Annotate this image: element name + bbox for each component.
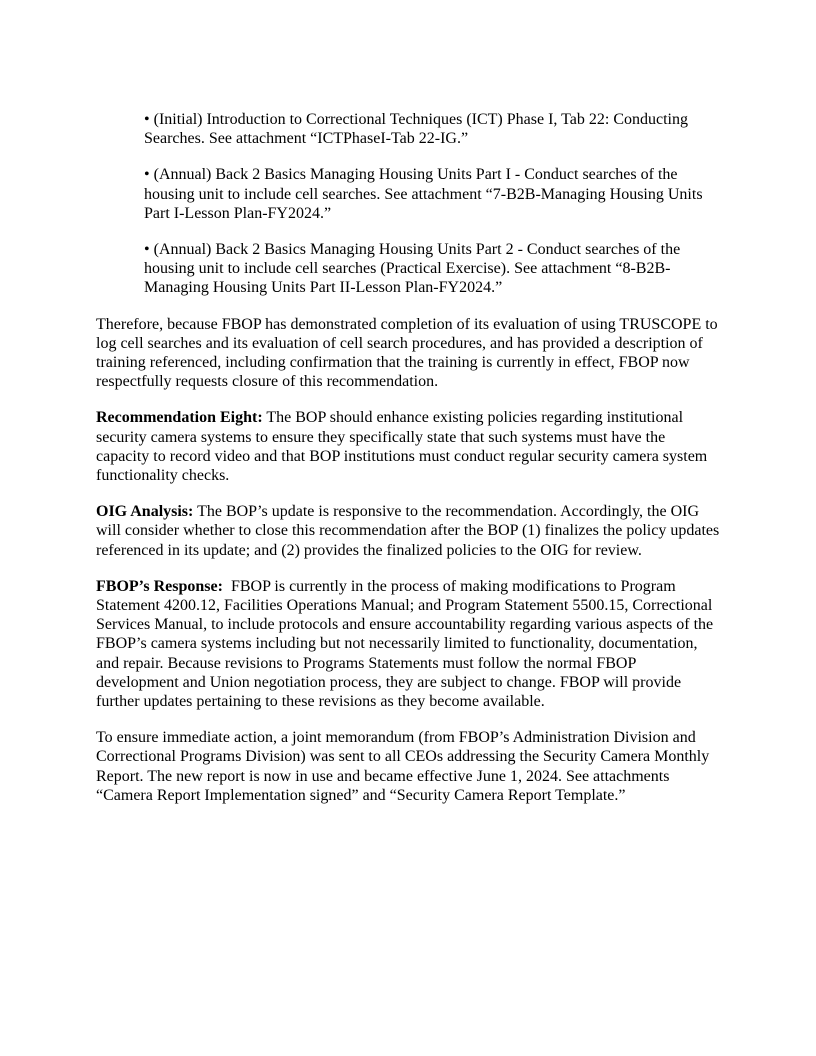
paragraph-text: FBOP is currently in the process of making modifications to Program Statement 4200.12, Facilities Operations Manual; and Program Statement 5500.15, Correctional Services Manual, to include protocols and ensure accountability regarding various aspects of the FBOP’s camera systems including but not necessarily limited to functionality, documentation, and repair. Because revisions to Programs Statements must follow the normal FBOP development and Union negotiation process, they are subject to change. FBOP will provide further updates pertaining to these revisions as they become available. bbox=[96, 577, 714, 711]
bullet-text: (Initial) Introduction to Correctional Techniques (ICT) Phase I, Tab 22: Conducting Searches. See attachment “ICTPhaseI-Tab 22-IG.” bbox=[144, 111, 688, 148]
paragraph-therefore-closure bbox=[96, 315, 720, 392]
paragraph-text: The BOP should enhance existing policies regarding institutional security camera systems to ensure they specifically state that such systems must have the capacity to record video and that BOP institutions must conduct regular security camera system functionality checks. bbox=[96, 409, 708, 485]
paragraph-lead: Recommendation Eight: bbox=[96, 409, 263, 427]
bullet-item-b2b-part-2 bbox=[144, 240, 720, 298]
paragraph-text: To ensure immediate action, a joint memorandum (from FBOP’s Administration Division and Correctional Programs Division) was sent to all CEOs addressing the Security Camera Monthly Report. The new report is now in use and became effective June 1, 2024. See attachments “Camera Report Implementation signed” and “Security Camera Report Template.” bbox=[96, 729, 710, 804]
bullet-text: (Annual) Back 2 Basics Managing Housing Units Part 2 - Conduct searches of the housing unit to include cell searches (Practical Exercise). See attachment “8-B2B-Managing Housing Units Part II-Lesson Plan-FY2024.” bbox=[144, 241, 681, 297]
paragraph-recommendation-eight bbox=[96, 408, 720, 485]
paragraph-text: The BOP’s update is responsive to the recommendation. Accordingly, the OIG will consider whether to close this recommendation after the BOP (1) finalizes the policy updates referenced in its update; and (2) provides the finalized policies to the OIG for review. bbox=[96, 503, 720, 559]
bullet-marker: • bbox=[144, 111, 150, 128]
paragraph-fbop-response bbox=[96, 577, 720, 711]
paragraph-oig-analysis bbox=[96, 502, 720, 560]
bullet-text: (Annual) Back 2 Basics Managing Housing Units Part I - Conduct searches of the housing unit to include cell searches. See attachment “7-B2B-Managing Housing Units Part I-Lesson Plan-FY2024.” bbox=[144, 166, 703, 222]
bullet-marker: • bbox=[144, 241, 150, 259]
paragraph-lead: FBOP’s Response: bbox=[96, 577, 223, 595]
bullet-item-ict-phase-1 bbox=[144, 110, 720, 148]
paragraph-text: Therefore, because FBOP has demonstrated completion of its evaluation of using TRUSCOPE to log cell searches and its evaluation of cell search procedures, and has provided a description of training referenced, including confirmation that the training is currently in effect, FBOP now respectfully requests closure of this recommendation. bbox=[96, 315, 718, 391]
paragraph-lead: OIG Analysis: bbox=[96, 503, 194, 521]
paragraph-immediate-action bbox=[96, 728, 720, 805]
bullet-item-b2b-part-1 bbox=[144, 165, 720, 223]
bullet-marker: • bbox=[144, 166, 150, 184]
